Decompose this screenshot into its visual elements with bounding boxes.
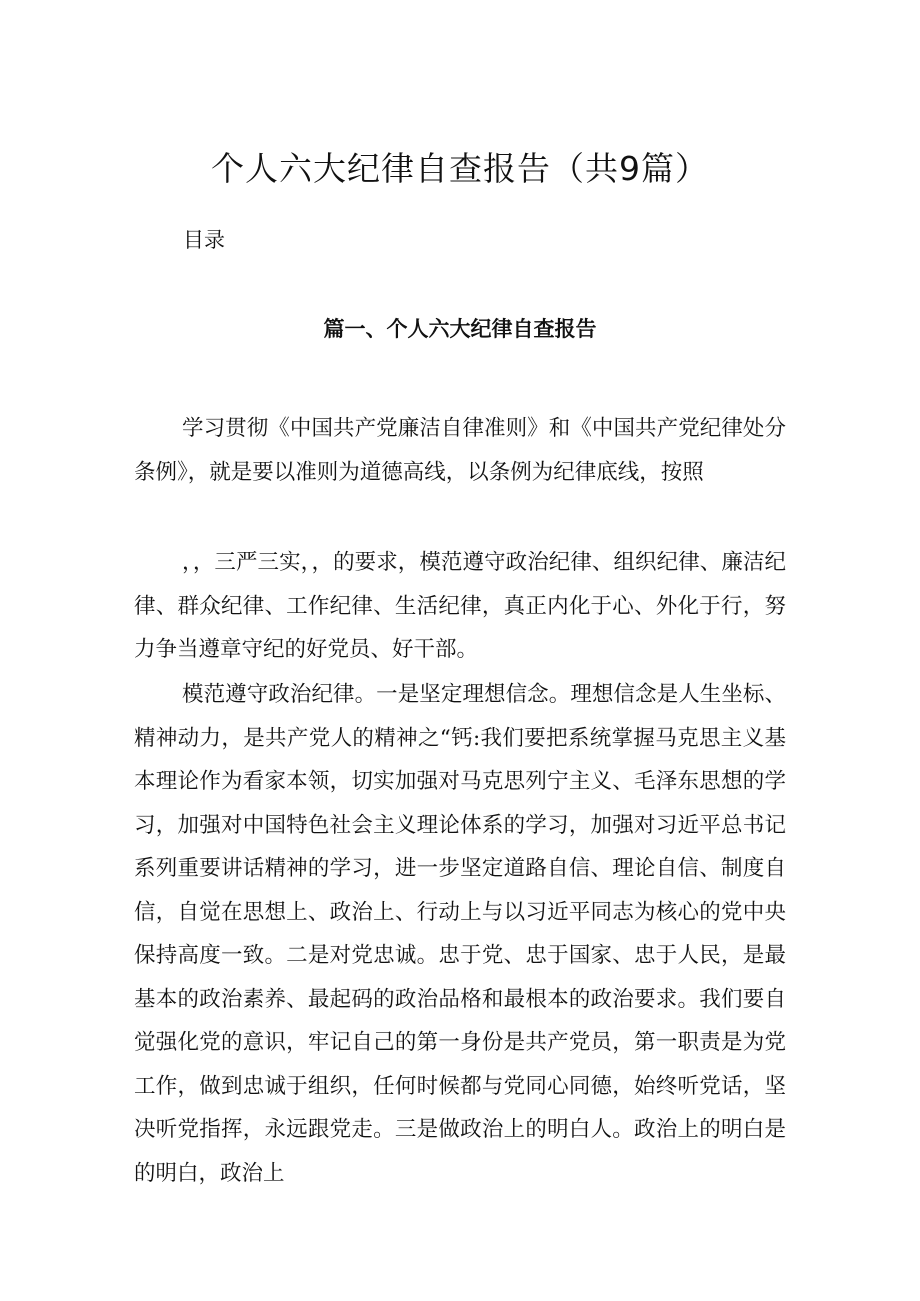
body-paragraph: 模范遵守政治纪律。一是坚定理想信念。理想信念是人生坐标、精神动力，是共产党人的精神之“钙:我们要把系统掌握马克思主义基本理论作为看家本领，切实加强对马克思列宁主义、毛泽东思想的学习，加强对中国特色社会主义理论体系的学习，加强对习近平总书记系列重要讲话精神的学习，进一步坚定道路自信、理论自信、制度自信，自觉在思想上、政治上、行动上与以习近平同志为核心的党中央保持高度一致。二是对党忠诚。忠于党、忠于国家、忠于人民，是最基本的政治素养、最起码的政治品格和最根本的政治要求。我们要自觉强化党的意识，牢记自己的第一身份是共产党员，第一职责是为党工作，做到忠诚于组织，任何时候都与党同心同德，始终听党话，坚决听党指挥，永远跟党走。三是做政治上的明白人。政治上的明白是的明白，政治上	[134, 682, 786, 1186]
section-heading: 篇一、个人六大纪律自查报告	[323, 317, 597, 341]
table-of-contents-label: 目录	[183, 228, 225, 252]
document-title: 个人六大纪律自查报告（共9篇）	[211, 149, 709, 188]
body-paragraph: ，，三严三实，，的要求，模范遵守政治纪律、组织纪律、廉洁纪律、群众纪律、工作纪律、生活纪律，真正内化于心、外化于行，努力争当遵章守纪的好党员、好干部。	[134, 550, 786, 662]
body-paragraph: 学习贯彻《中国共产党廉洁自律准则》和《中国共产党纪律处分条例》，就是要以准则为道德高线，以条例为纪律底线，按照	[134, 416, 786, 485]
